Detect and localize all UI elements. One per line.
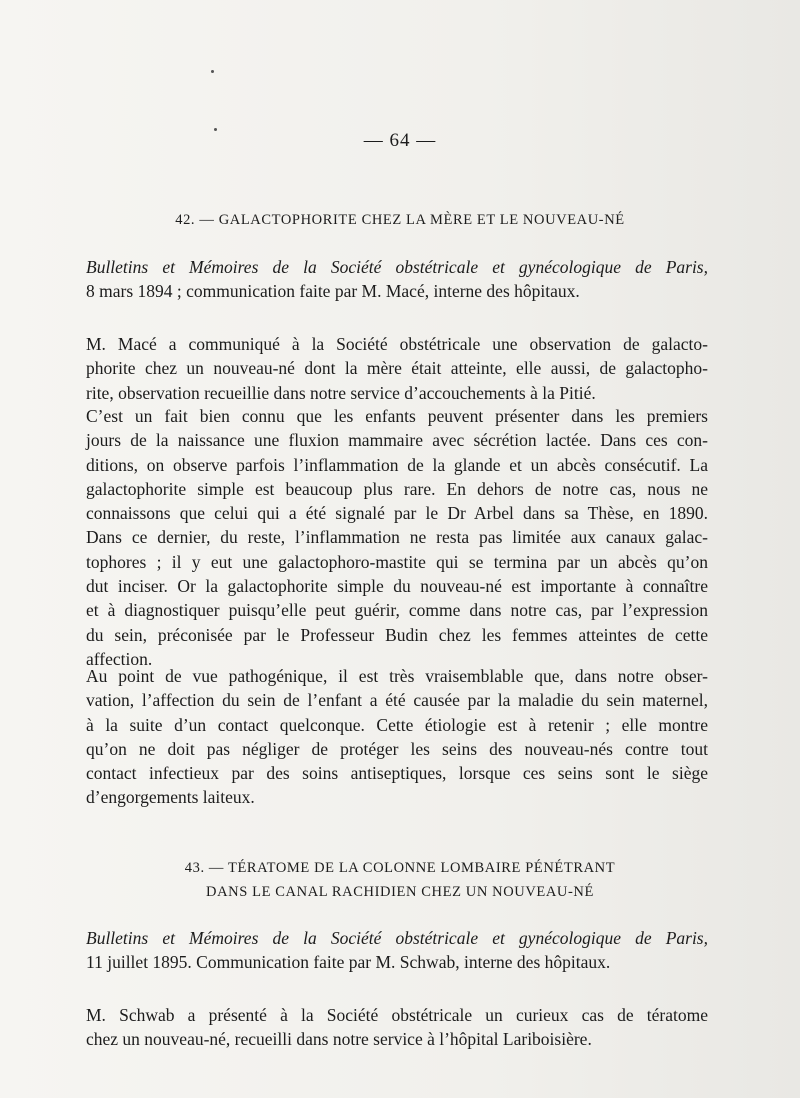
text-line: du sein, préconisée par le Professeur Budin chez les femmes atteintes de cette	[86, 624, 708, 645]
section-42-paragraph-2	[86, 404, 708, 671]
text-line: et à diagnostiquer puisqu’elle peut guérir, comme dans notre cas, par l’expression	[86, 600, 708, 621]
section-42-title: 42. — GALACTOPHORITE CHEZ LA MÈRE ET LE NOUVEAU-NÉ	[175, 212, 625, 228]
text-line: connaissons que celui qui a été signalé par le Dr Arbel dans sa Thèse, en 1890.	[86, 503, 708, 524]
text-line: contact infectieux par des soins antiseptiques, lorsque ces seins sont le siège	[86, 763, 708, 784]
print-speck	[211, 70, 214, 73]
text-line: tophores ; il y eut une galactophoro-mastite qui se termina par un abcès qu’on	[86, 551, 708, 572]
section-42-reference	[86, 255, 708, 304]
text-line: Dans ce dernier, du reste, l’inflammation ne resta pas limitée aux canaux galac-	[86, 527, 708, 548]
text-line: galactophorite simple est beaucoup plus rare. En dehors de notre cas, nous ne	[86, 478, 708, 499]
section-43-title-line-2: DANS LE CANAL RACHIDIEN CHEZ UN NOUVEAU-NÉ	[206, 884, 594, 900]
text-line: M. Schwab a présenté à la Société obstétricale un curieux cas de tératome	[86, 1005, 708, 1025]
text-line: jours de la naissance une fluxion mammaire avec sécrétion lactée. Dans ces con-	[86, 430, 708, 451]
page-number: — 64 —	[363, 130, 437, 151]
text-line: Au point de vue pathogénique, il est très vraisemblable que, dans notre obser-	[86, 666, 708, 686]
text-line: phorite chez un nouveau-né dont la mère était atteinte, elle aussi, de galactopho-	[86, 358, 708, 379]
section-43-title-line-1: 43. — TÉRATOME DE LA COLONNE LOMBAIRE PÉNÉTRANT	[184, 860, 616, 876]
section-42-paragraph-3	[86, 664, 708, 810]
text-line: dut inciser. Or la galactophorite simple du nouveau-né est importante à connaître	[86, 576, 708, 597]
section-43-reference	[86, 926, 708, 975]
text-line: rite, observation recueillie dans notre service d’accouchements à la Pitié.	[86, 382, 596, 403]
reference-line: 11 juillet 1895. Communication faite par M. Schwab, interne des hôpitaux.	[86, 952, 611, 973]
text-line: d’engorgements laiteux.	[86, 787, 255, 808]
text-line: C’est un fait bien connu que les enfants peuvent présenter dans les premiers	[86, 406, 708, 426]
reference-line: 8 mars 1894 ; communication faite par M. Macé, interne des hôpitaux.	[86, 281, 580, 302]
reference-line: Bulletins et Mémoires de la Société obstétricale et gynécologique de Paris,	[86, 928, 708, 948]
text-line: affection.	[86, 648, 153, 669]
text-line: chez un nouveau-né, recueilli dans notre service à l’hôpital Lariboisière.	[86, 1029, 592, 1050]
text-line: à la suite d’un contact quelconque. Cette étiologie est à retenir ; elle montre	[86, 714, 708, 735]
text-line: M. Macé a communiqué à la Société obstétricale une observation de galacto-	[86, 334, 708, 354]
text-line: vation, l’affection du sein de l’enfant a été causée par la maladie du sein maternel,	[86, 690, 708, 711]
section-43-paragraph-1	[86, 1003, 708, 1052]
reference-line: Bulletins et Mémoires de la Société obstétricale et gynécologique de Paris,	[86, 257, 708, 277]
text-line: ditions, on observe parfois l’inflammation de la glande et un abcès consécutif. La	[86, 454, 708, 475]
text-line: qu’on ne doit pas négliger de protéger les seins des nouveau-nés contre tout	[86, 738, 708, 759]
section-42-paragraph-1	[86, 332, 708, 405]
